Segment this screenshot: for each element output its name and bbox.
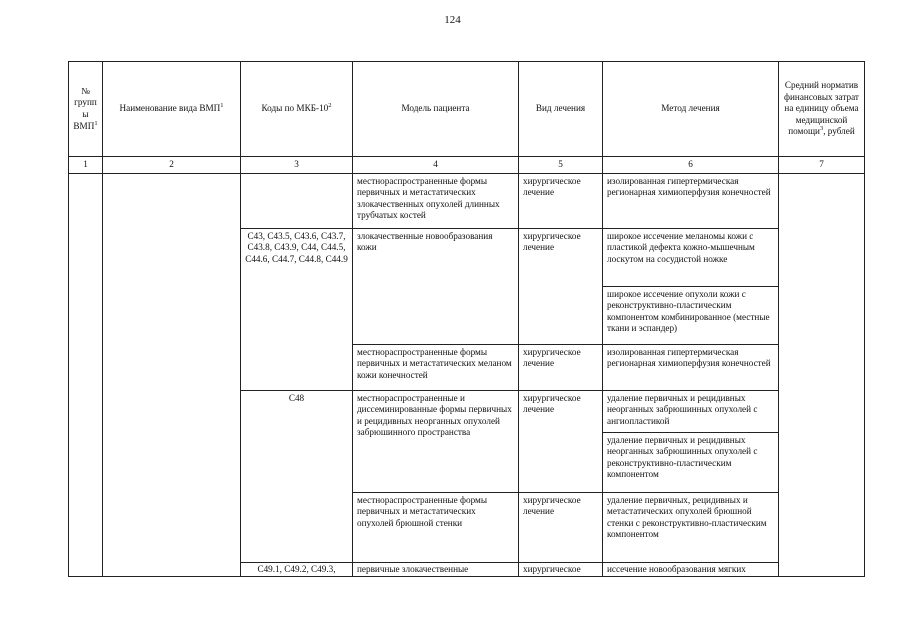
- header-vmp-name: Наименование вида ВМП$^1$: [103, 62, 241, 157]
- col-number: 6: [603, 157, 779, 174]
- treatment-type-cell: хирургическое лечение: [519, 228, 603, 344]
- treatment-method-cell: изолированная гипертермическая регионарная химиоперфузия конечностей: [603, 344, 779, 390]
- vmp-table: [68, 61, 865, 577]
- col-number: 7: [779, 157, 865, 174]
- treatment-type-cell: хирургическое: [519, 562, 603, 576]
- patient-model-cell: первичные злокачественные: [353, 562, 519, 576]
- col-number: 5: [519, 157, 603, 174]
- patient-model-cell: местнораспространенные и диссеминированные формы первичных и рецидивных неорганных опухолей забрюшинного пространства: [353, 390, 519, 492]
- table-row: [69, 173, 865, 228]
- treatment-method-cell: широкое иссечение меланомы кожи с пластикой дефекта кожно-мышечным лоскутом на сосудистой ножке: [603, 228, 779, 286]
- col-number: 3: [241, 157, 353, 174]
- header-avg-cost: Средний норматив финансовых затрат на единицу объема медицинской помощи$^3$, рублей: [779, 62, 865, 157]
- vmp-name-cell: [103, 173, 241, 576]
- patient-model-cell: местнораспространенные формы первичных и метастатических меланом кожи конечностей: [353, 344, 519, 390]
- header-treatment-method: Метод лечения: [603, 62, 779, 157]
- header-treatment-type: Вид лечения: [519, 62, 603, 157]
- page-number: 124: [444, 14, 461, 26]
- header-patient-model: Модель пациента: [353, 62, 519, 157]
- icd-codes-cell: C48: [241, 390, 353, 562]
- treatment-method-cell: удаление первичных и рецидивных неорганных забрюшинных опухолей с ангиопластикой: [603, 390, 779, 432]
- icd-codes-cell: [241, 173, 353, 228]
- col-number: 1: [69, 157, 103, 174]
- col-number: 4: [353, 157, 519, 174]
- column-number-row: [69, 157, 865, 174]
- group-number-cell: [69, 173, 103, 576]
- treatment-method-cell: удаление первичных, рецидивных и метастатических опухолей брюшной стенки с реконструктивно-пластическим компонентом: [603, 492, 779, 562]
- avg-cost-cell: [779, 173, 865, 576]
- treatment-type-cell: хирургическое лечение: [519, 390, 603, 492]
- treatment-method-cell: удаление первичных и рецидивных неорганных забрюшинных опухолей с реконструктивно-пластическим компонентом: [603, 432, 779, 492]
- treatment-type-cell: хирургическое лечение: [519, 492, 603, 562]
- icd-codes-cell: C43, C43.5, C43.6, C43.7, C43.8, C43.9, C44, C44.5, C44.6, C44.7, C44.8, C44.9: [241, 228, 353, 390]
- table-header-row: [69, 62, 865, 157]
- patient-model-cell: местнораспространенные формы первичных и метастатических опухолей брюшной стенки: [353, 492, 519, 562]
- treatment-method-cell: изолированная гипертермическая регионарная химиоперфузия конечностей: [603, 173, 779, 228]
- patient-model-cell: злокачественные новообразования кожи: [353, 228, 519, 344]
- header-icd-codes: Коды по МКБ-$10^2$: [241, 62, 353, 157]
- treatment-type-cell: хирургическое лечение: [519, 344, 603, 390]
- treatment-method-cell: иссечение новообразования мягких: [603, 562, 779, 576]
- col-number: 2: [103, 157, 241, 174]
- patient-model-cell: местнораспространенные формы первичных и метастатических злокачественных опухолей длинных трубчатых костей: [353, 173, 519, 228]
- header-group-number: № групп ы ВМП$^1$: [69, 62, 103, 157]
- icd-codes-cell: C49.1, C49.2, C49.3,: [241, 562, 353, 576]
- treatment-type-cell: хирургическое лечение: [519, 173, 603, 228]
- treatment-method-cell: широкое иссечение опухоли кожи с реконструктивно-пластическим компонентом комбинированное (местные ткани и эспандер): [603, 286, 779, 344]
